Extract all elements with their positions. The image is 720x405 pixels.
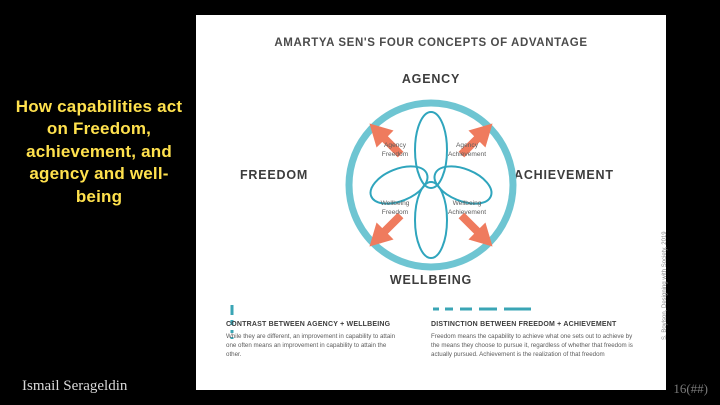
note-distinction: [431, 320, 636, 360]
figure-title: AMARTYA SEN'S FOUR CONCEPTS OF ADVANTAGE: [274, 37, 588, 49]
axis-label-agency: AGENCY: [401, 72, 461, 86]
quadrant-agency-achievement: [439, 142, 495, 160]
page-number: 16(##): [673, 381, 708, 396]
axis-label-freedom: FREEDOM: [240, 168, 309, 182]
quadrant-line-1: Wellbeing: [452, 200, 482, 207]
quadrant-wellbeing-achievement: [439, 200, 495, 218]
quadrant-line-2: Achievement: [447, 208, 487, 216]
horizontal-dashed-arrow-icon: [431, 303, 541, 317]
quadrant-line-2: Freedom: [381, 150, 409, 158]
note-heading: CONTRAST BETWEEN AGENCY + WELLBEING: [226, 321, 391, 328]
quadrant-line-1: Wellbeing: [380, 200, 410, 207]
quadrant-line-1: Agency: [384, 142, 406, 149]
note-contrast: [226, 320, 401, 360]
slide-title: How capabilities act on Freedom, achievement, and agency and well-being: [15, 97, 183, 206]
note-heading: DISTINCTION BETWEEN FREEDOM + ACHIEVEMENT: [431, 321, 617, 328]
quadrant-line-1: Agency: [456, 142, 478, 149]
axis-label-achievement: ACHIEVEMENT: [514, 168, 614, 182]
four-concepts-diagram: [331, 90, 531, 280]
quadrant-wellbeing-freedom: [367, 200, 423, 218]
note-body: While they are different, an improvement in capability to attain one often means an improvement in capability to attain the other.: [226, 333, 396, 359]
quadrant-agency-freedom: [367, 142, 423, 160]
quadrant-line-2: Freedom: [381, 208, 409, 216]
figure-credit: S. Boylson, Designing with Society, 2019: [662, 231, 668, 340]
author-name: Ismail Serageldin: [22, 378, 128, 394]
diagram-svg: [331, 90, 531, 280]
axis-label-wellbeing: WELLBEING: [389, 273, 473, 287]
petal-bottom: [415, 182, 447, 258]
note-body: Freedom means the capability to achieve what one sets out to achieve by the means they choose to pursue it, regardless of whether that freedom is actually pursued. Achievement is the realization of that freedom: [431, 333, 633, 359]
figure-panel: [196, 15, 666, 390]
quadrant-line-2: Achievement: [447, 150, 487, 158]
arrow-group: [361, 115, 501, 255]
